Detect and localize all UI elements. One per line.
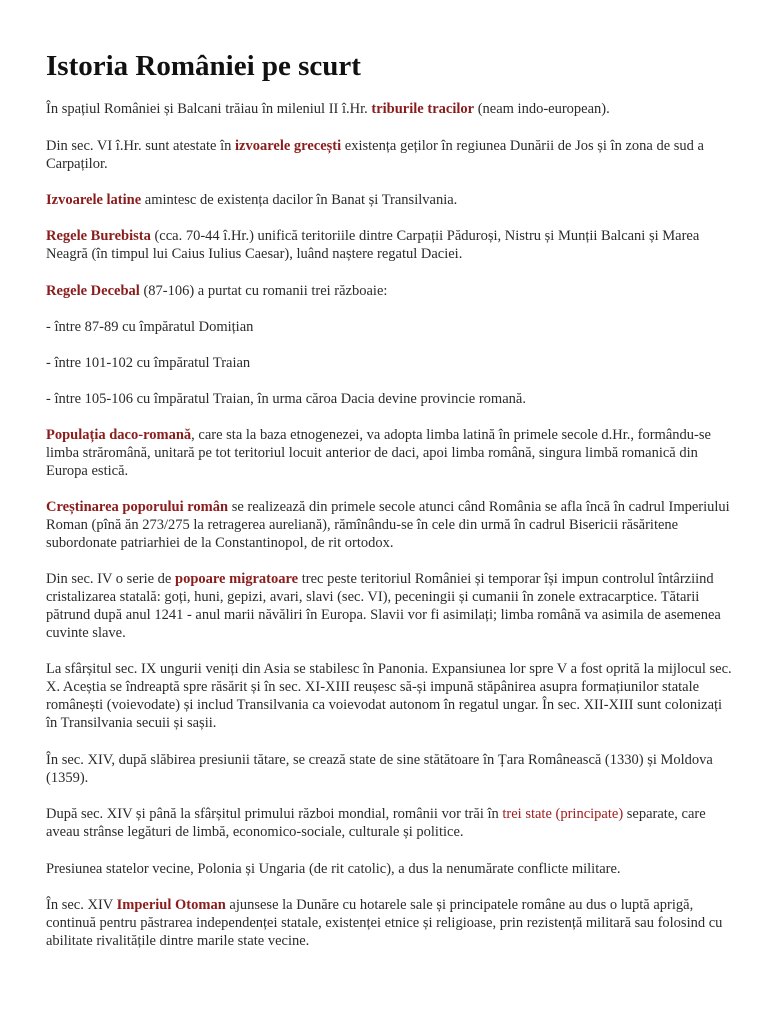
paragraph-getae (46, 137, 736, 173)
text: - între 105-106 cu împăratul Traian, în urma căroa Dacia devine provincie romană. (46, 391, 526, 407)
text: (neam indo-european). (474, 101, 610, 117)
paragraph-migrations (46, 570, 736, 642)
paragraph-decebal (46, 282, 736, 300)
text: (87-106) a purtat cu romanii trei războaie: (139, 283, 388, 299)
highlight-term: Regele Decebal (46, 283, 140, 299)
text: (cca. 70-44 î.Hr.) unifică teritoriile dintre Carpații Păduroși, Nistru și Munții Balcani și Marea Neagră (în timpul lui Caius Iulius Caesar), luând naștere regatul Daciei. (46, 228, 700, 262)
text: se realizează din primele secole atunci când România se afla încă în cadrul Imperiului Roman (pînă ăn 273/275 la retragerea aureliană), rămînându-se în cele din urmă în cadrul Bisericii răsăritene subordonate patriarhiei de la Constantinopol, de rit ortodox. (46, 499, 730, 551)
text: - între 87-89 cu împăratul Domițian (46, 319, 254, 335)
highlight-term: izvoarele grecești (235, 138, 342, 154)
text: După sec. XIV și până la sfârșitul primului război mondial, românii vor trăi în (46, 806, 503, 822)
text: Din sec. VI î.Hr. sunt atestate în (46, 138, 236, 154)
text: În sec. XIV (46, 897, 117, 913)
highlight-link-term: trei state (principate) (502, 806, 624, 822)
list-item-war-3 (46, 390, 736, 408)
paragraph-states-founding (46, 751, 736, 787)
text: , care sta la baza etnogenezei, va adopta limba latină în primele secole d.Hr., formându-se limba străromână, unitară pe tot teritoriul locuit anterior de daci, apoi limba română, singura limbă romanică din Europa estică. (46, 427, 711, 479)
text: În sec. XIV, după slăbirea presiunii tătare, se crează state de sine stătătoare în Țara Românească (1330) și Moldova (1359). (46, 752, 713, 786)
paragraph-ottoman (46, 896, 736, 950)
highlight-term: popoare migratoare (175, 571, 299, 587)
text: amintesc de existența dacilor în Banat și Transilvania. (141, 192, 458, 208)
paragraph-daco-roman (46, 426, 736, 480)
text: separate, care aveau strânse legături de limbă, economico-sociale, culturale și politice. (46, 806, 706, 840)
highlight-term: Creștinarea poporului român (46, 499, 229, 515)
list-item-war-1 (46, 318, 736, 336)
highlight-term: Imperiul Otoman (116, 897, 226, 913)
paragraph-neighbor-pressure (46, 860, 736, 878)
highlight-term: Regele Burebista (46, 228, 151, 244)
highlight-term: Izvoarele latine (46, 192, 142, 208)
paragraph-three-principalities (46, 805, 736, 841)
paragraph-tracians (46, 100, 736, 118)
page-title: Istoria României pe scurt (46, 50, 361, 82)
highlight-term: triburile tracilor (371, 101, 475, 117)
list-item-war-2 (46, 354, 736, 372)
text: În spațiul României și Balcani trăiau în mileniul II î.Hr. (46, 101, 372, 117)
text: Presiunea statelor vecine, Polonia și Ungaria (de rit catolic), a dus la nenumărate conflicte militare. (46, 861, 621, 877)
text: ajunsese la Dunăre cu hotarele sale și principatele române au dus o luptă aprigă, continuă pentru păstrarea independenței statale, existenței etnice și religioase, prin rezistență militară sau folosind cu abilitate rivalitățile dintre marile state vecine. (46, 897, 723, 949)
paragraph-christianization (46, 498, 736, 552)
text: - între 101-102 cu împăratul Traian (46, 355, 251, 371)
text: Din sec. IV o serie de (46, 571, 175, 587)
paragraph-burebista (46, 227, 736, 263)
text: existența geților în regiunea Dunării de Jos și în zona de sud a Carpaților. (46, 138, 704, 172)
paragraph-latin-sources (46, 191, 736, 209)
paragraph-hungarians (46, 660, 736, 732)
text: trec peste teritoriul României și temporar își impun controlul întârziind cristalizarea statală: goți, huni, gepizi, avari, slavi (sec. VI), peceningii și cumanii în zonele extracarptice. Tătarii pătrund după anul 1241 - anul marii năvăliri în Europa. Slavii vor fi asimilați; limba română va asimila de asemenea cuvinte slave. (46, 571, 721, 641)
text: La sfârșitul sec. IX ungurii veniți din Asia se stabilesc în Panonia. Expansiunea lor spre V a fost oprită la mijlocul sec. X. Aceștia se îndreaptă spre răsărit și în sec. XI-XIII reușesc să-și impună stăpânirea asupra formațiunilor statale românești (voievodate) și includ Transilvania ca voievodat autonom în regatul ungar. În sec. XII-XIII sunt colonizați în Transilvania secuii și sașii. (46, 661, 732, 731)
highlight-term: Populația daco-romană (46, 427, 192, 443)
